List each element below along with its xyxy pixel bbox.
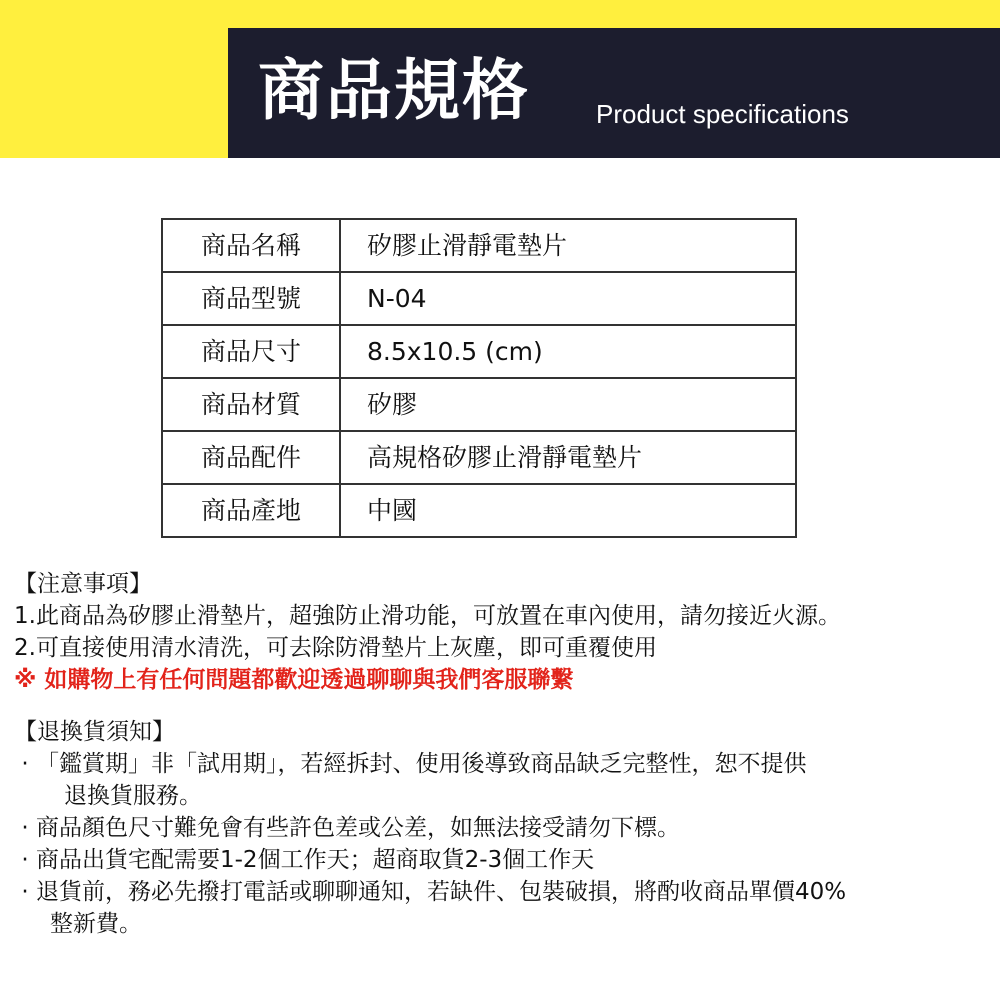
spec-label: 商品尺寸: [162, 325, 340, 378]
table-row: [162, 325, 796, 378]
returns-heading: 【退換貨須知】: [14, 719, 175, 745]
bullet-dot: ·: [21, 815, 29, 841]
returns-item-continuation: 退換貨服務。: [64, 783, 202, 809]
page-subtitle: Product specifications: [596, 99, 849, 129]
notice-item: 2.可直接使用清水清洗，可去除防滑墊片上灰塵，即可重覆使用: [14, 635, 657, 661]
notice-heading: 【注意事項】: [14, 571, 152, 597]
spec-value: 高規格矽膠止滑靜電墊片: [340, 431, 796, 484]
bullet-dot: ·: [21, 847, 29, 873]
returns-item-text: 退貨前，務必先撥打電話或聊聊通知，若缺件、包裝破損，將酌收商品單價40%: [36, 879, 847, 905]
returns-item-text: 商品顏色尺寸難免會有些許色差或公差，如無法接受請勿下標。: [36, 815, 680, 841]
returns-item: [14, 876, 994, 908]
table-row: [162, 484, 796, 537]
header-banner: [228, 28, 1000, 158]
returns-item: [14, 812, 994, 844]
notice-item: 1.此商品為矽膠止滑墊片，超強防止滑功能，可放置在車內使用，請勿接近火源。: [14, 603, 841, 629]
spec-value: 矽膠: [340, 378, 796, 431]
returns-item: [14, 748, 994, 780]
notes-section: [14, 568, 994, 940]
bullet-dot: ·: [21, 751, 29, 777]
spec-label: 商品型號: [162, 272, 340, 325]
spec-label: 商品材質: [162, 378, 340, 431]
spec-label: 商品配件: [162, 431, 340, 484]
bullet-dot: ·: [21, 879, 29, 905]
returns-item-text: 商品出貨宅配需要1-2個工作天；超商取貨2-3個工作天: [36, 847, 595, 873]
top-yellow-band: [0, 0, 1000, 28]
returns-item-text: 「鑑賞期」非「試用期」，若經拆封、使用後導致商品缺乏完整性，恕不提供: [36, 751, 807, 777]
table-row: [162, 431, 796, 484]
spec-value: 矽膠止滑靜電墊片: [340, 219, 796, 272]
spec-value: N-04: [340, 272, 796, 325]
section-gap: [14, 696, 994, 716]
spec-value: 中國: [340, 484, 796, 537]
contact-highlight: ※ 如購物上有任何問題都歡迎透過聊聊與我們客服聯繫: [14, 667, 574, 693]
table-row: [162, 272, 796, 325]
page-title: 商品規格: [258, 52, 530, 129]
spec-value: 8.5x10.5 (cm): [340, 325, 796, 378]
returns-item-continuation: 整新費。: [50, 911, 142, 937]
spec-label: 商品產地: [162, 484, 340, 537]
table-row: [162, 378, 796, 431]
left-yellow-block: [0, 28, 228, 158]
spec-table: [161, 218, 797, 538]
table-row: [162, 219, 796, 272]
returns-item: [14, 844, 994, 876]
spec-label: 商品名稱: [162, 219, 340, 272]
